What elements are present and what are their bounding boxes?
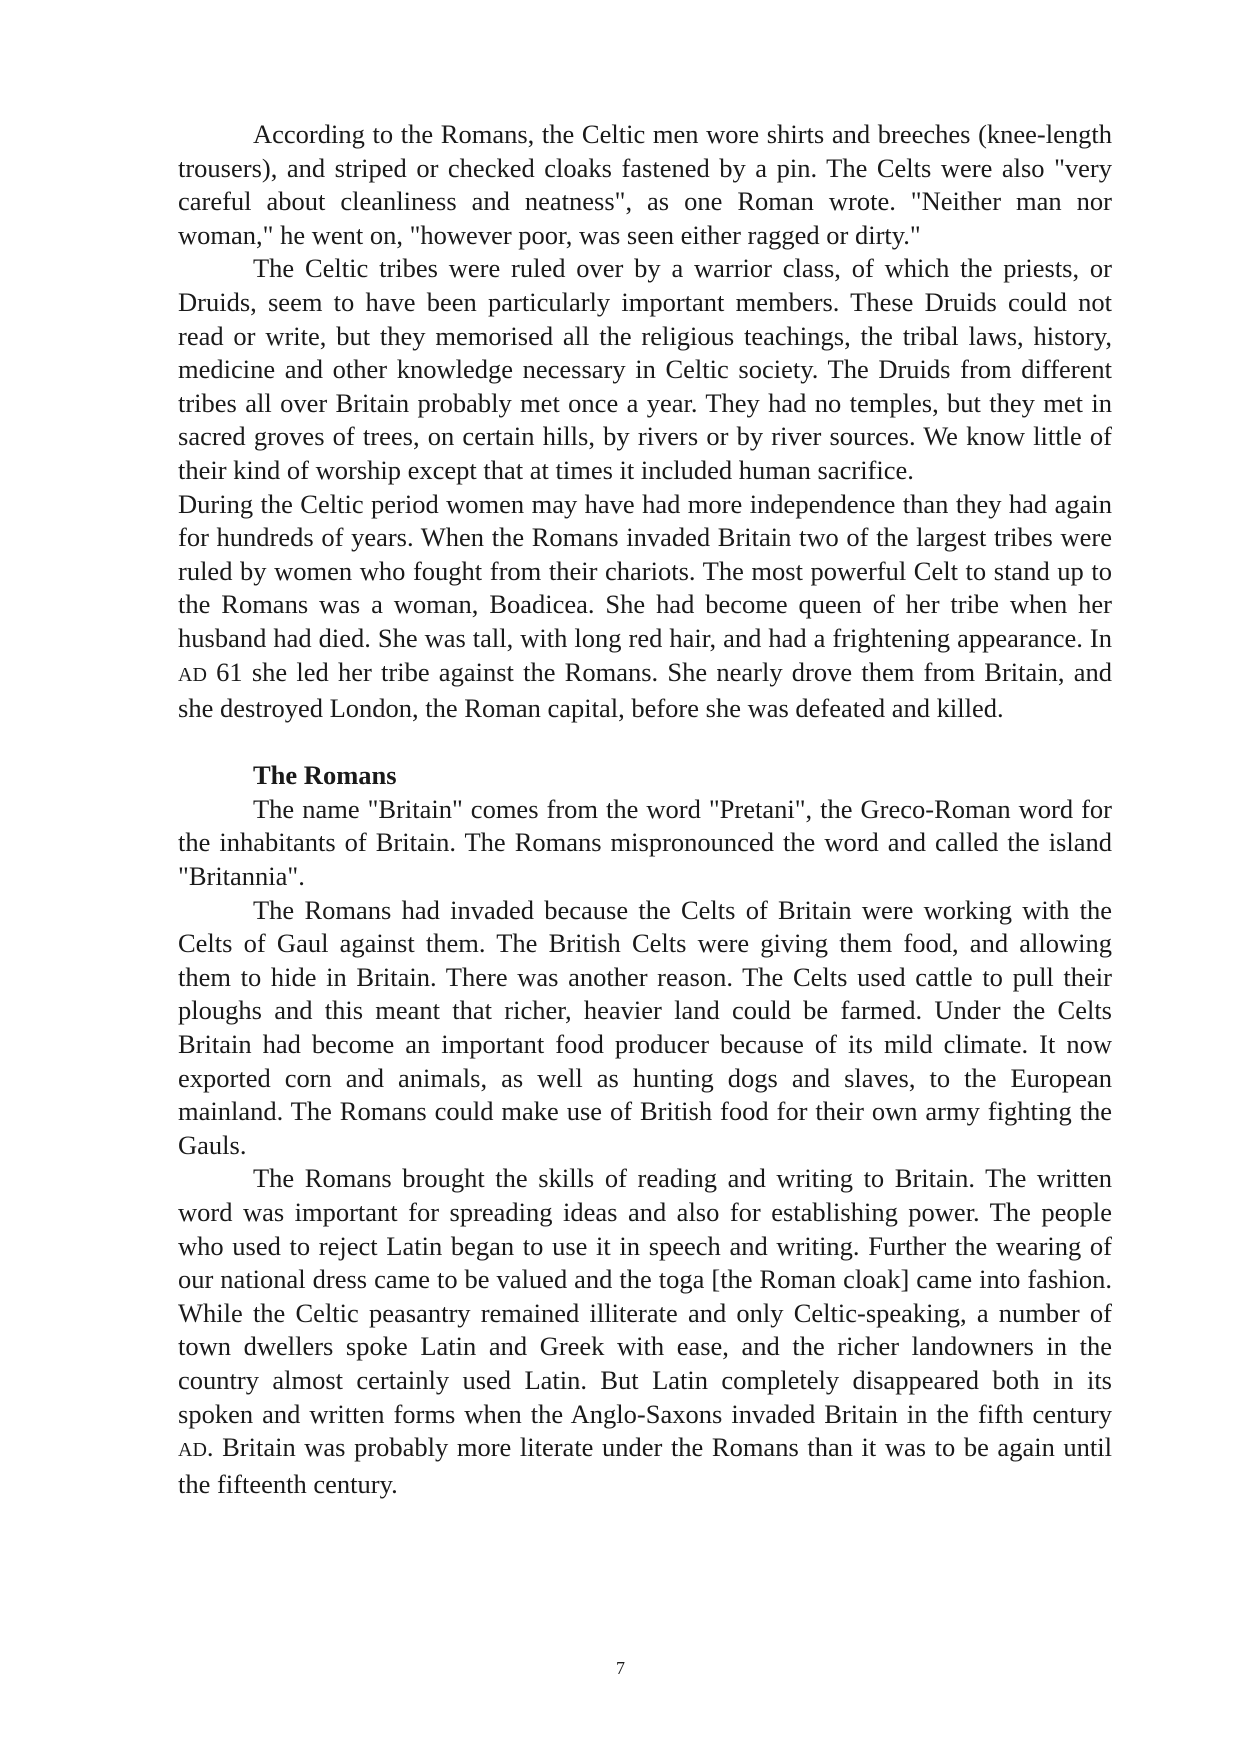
paragraph-celtic-women-text-2: 61 she led her tribe against the Romans. She nearly drove them from Britain, and she destroyed London, the Roman capital, before she was defeated and killed.	[178, 656, 1112, 724]
era-abbreviation: AD	[178, 663, 207, 686]
body-text	[178, 118, 1112, 1501]
paragraph-literacy	[178, 1162, 1112, 1501]
paragraph-roman-invasion: The Romans had invaded because the Celts of Britain were working with the Celts of Gaul against them. The British Celts were giving them food, and allowing them to hide in Britain. There was another reason. The Celts used cattle to pull their ploughs and this meant that richer, heavier land could be farmed. Under the Celts Britain had become an important food producer because of its mild climate. It now exported corn and animals, as well as hunting dogs and slaves, to the European mainland. The Romans could make use of British food for their own army fighting the Gauls.	[178, 894, 1112, 1160]
paragraph-britain-name: The name "Britain" comes from the word "Pretani", the Greco-Roman word for the inhabitants of Britain. The Romans mispronounced the word and called the island "Britannia".	[178, 793, 1112, 892]
page-number: 7	[616, 1658, 625, 1678]
section-heading: The Romans	[253, 760, 397, 791]
paragraph-literacy-text-2: . Britain was probably more literate under the Romans than it was to be again until the fifteenth century.	[178, 1432, 1112, 1499]
paragraph-celtic-dress: According to the Romans, the Celtic men wore shirts and breeches (knee-length trousers), and striped or checked cloaks fastened by a pin. The Celts were also "very careful about cleanliness and neatness", as one Roman wrote. "Neither man nor woman," he went on, "however poor, was seen either ragged or dirty."	[178, 119, 1112, 250]
era-abbreviation: AD	[178, 1439, 207, 1462]
paragraph-celtic-women	[178, 488, 1112, 726]
paragraph-literacy-text-1: The Romans brought the skills of reading and writing to Britain. The written word was important for spreading ideas and also for establishing power. The people who used to reject Latin began to use it in speech and writing. Further the wearing of our national dress came to be valued and the toga [the Roman cloak] came into fashion. While the Celtic peasantry remained illiterate and only Celtic-speaking, a number of town dwellers spoke Latin and Greek with ease, and the richer landowners in the country almost certainly used Latin. But Latin completely disappeared both in its spoken and written forms when the Anglo-Saxons invaded Britain in the fifth century	[178, 1163, 1112, 1429]
paragraph-druids: The Celtic tribes were ruled over by a warrior class, of which the priests, or Druids, seem to have been particularly important members. These Druids could not read or write, but they memorised all the religious teachings, the tribal laws, history, medicine and other knowledge necessary in Celtic society. The Druids from different tribes all over Britain probably met once a year. They had no temples, but they met in sacred groves of trees, on certain hills, by rivers or by river sources. We know little of their kind of worship except that at times it included human sacrifice.	[178, 253, 1112, 485]
paragraph-celtic-women-text-1: During the Celtic period women may have had more independence than they had again for hundreds of years. When the Romans invaded Britain two of the largest tribes were ruled by women who fought from their chariots. The most powerful Celt to stand up to the Romans was a woman, Boadicea. She had become queen of her tribe when her husband had died. She was tall, with long red hair, and had a frightening appearance. In	[178, 488, 1112, 653]
